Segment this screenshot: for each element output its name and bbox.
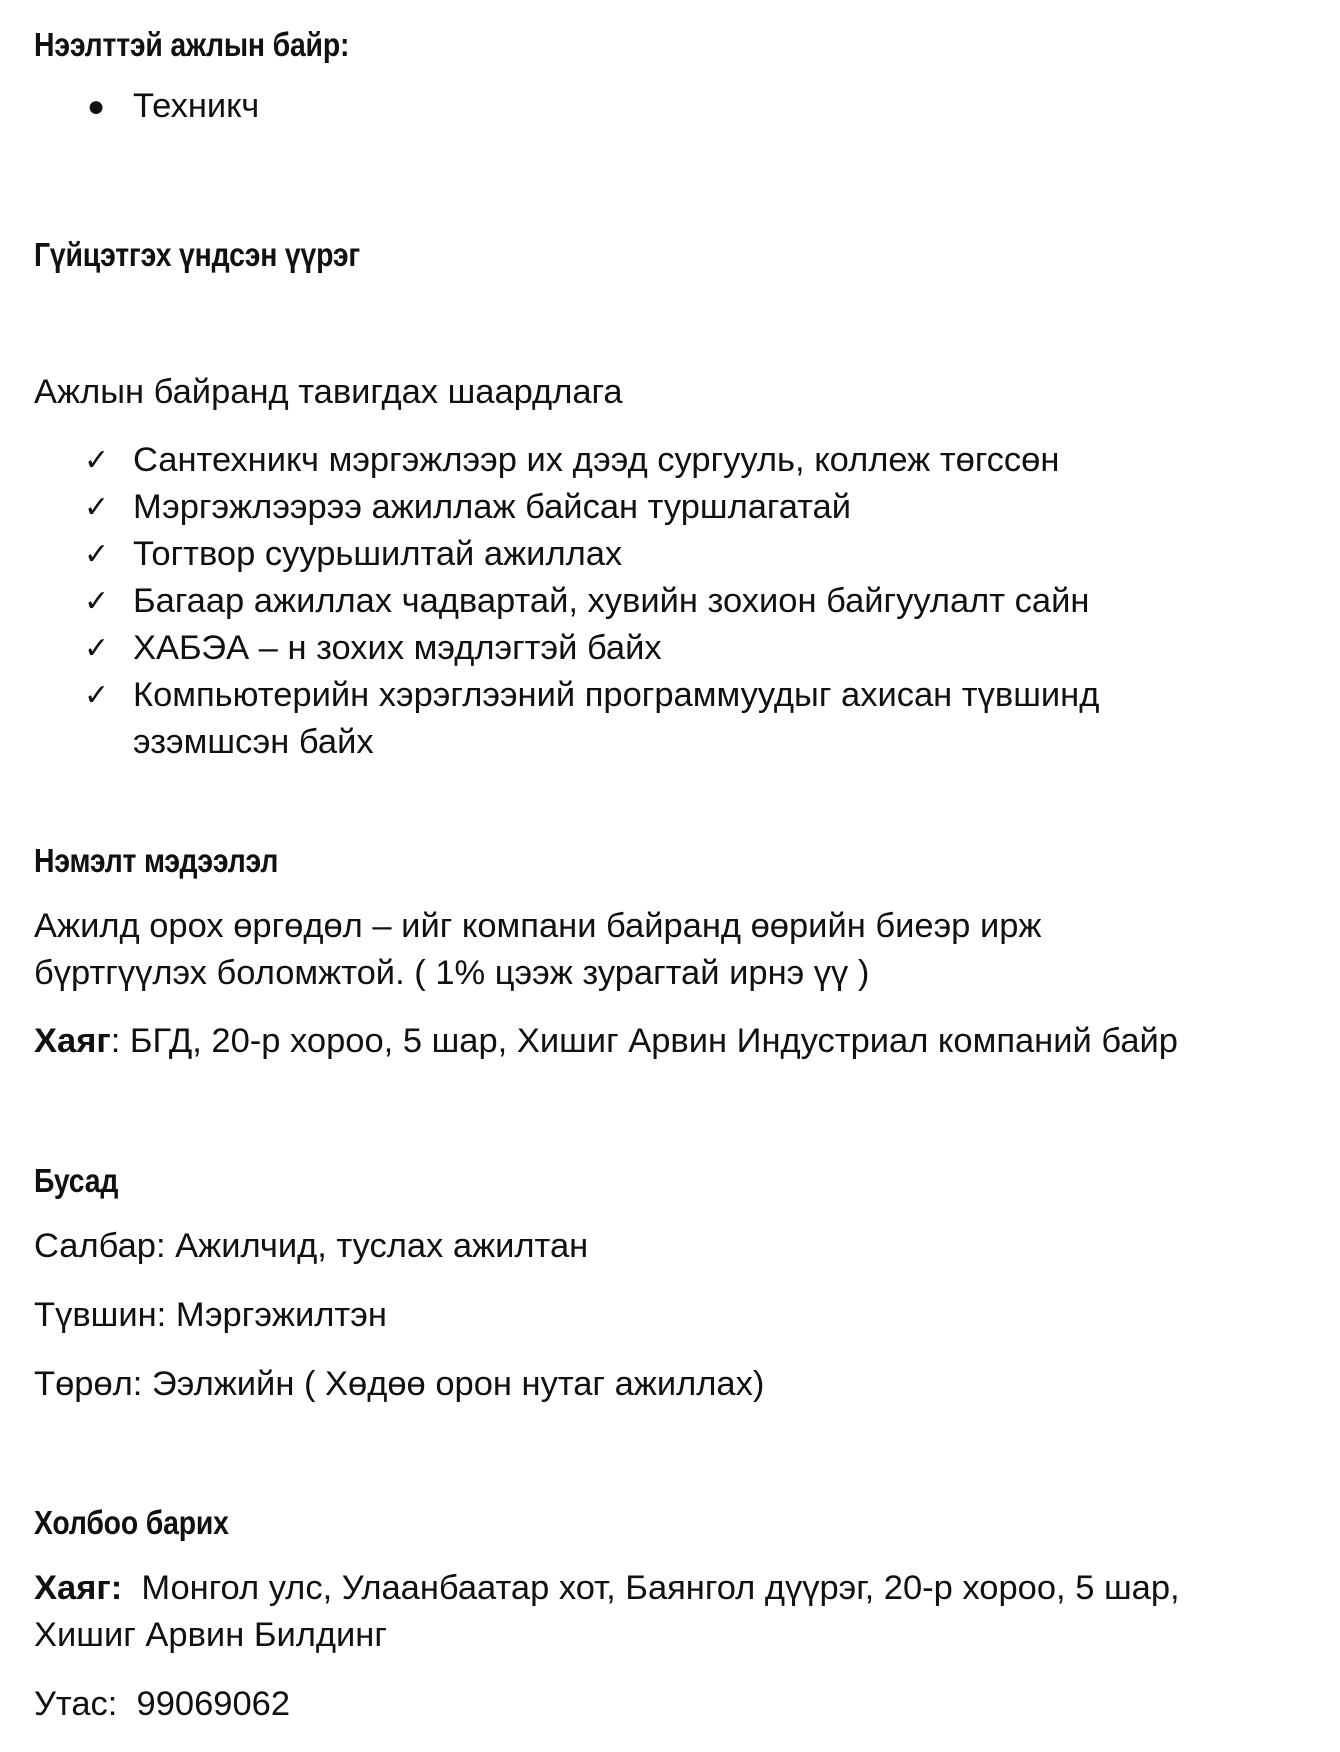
list-item: ✓ Мэргэжлээрээ ажиллаж байсан туршлагатай — [0, 484, 1099, 531]
contact-phone: Утас: 99069062 — [34, 1685, 291, 1723]
list-item: ✓ Тогтвор суурьшилтай ажиллах — [0, 531, 1099, 578]
open-position-list — [0, 83, 259, 130]
check-icon: ✓ — [84, 632, 110, 665]
requirements-heading: Ажлын байранд тавигдах шаардлага — [34, 373, 623, 411]
list-item: ✓ Багаар ажиллах чадвартай, хувийн зохион байгуулалт сайн — [0, 578, 1099, 625]
list-item: ● Техникч — [0, 83, 259, 130]
additional-info-line: Ажилд орох өргөдөл – ийг компани байранд өөрийн биеэр ирж — [34, 907, 1042, 945]
check-icon: ✓ — [84, 538, 110, 571]
address-value: : БГД, 20-р хороо, 5 шар, Хишиг Арвин Индустриал компаний байр — [110, 1022, 1178, 1060]
address-label: Хаяг: — [34, 1569, 123, 1607]
contact-heading: Холбоо барих — [34, 1504, 229, 1541]
check-icon: ✓ — [84, 585, 110, 618]
contact-address-line: Хишиг Арвин Билдинг — [34, 1616, 387, 1654]
level-info: Түвшин: Мэргэжилтэн — [34, 1296, 387, 1334]
type-info: Төрөл: Ээлжийн ( Хөдөө орон нутаг ажиллах) — [34, 1365, 765, 1403]
list-item: ✓ Компьютерийн хэрэглээний программуудыг ахисан түвшинд — [0, 672, 1099, 719]
address-value: Монгол улс, Улаанбаатар хот, Баянгол дүүрэг, 20-р хороо, 5 шар, — [122, 1569, 1180, 1607]
list-item: ✓ Сантехникч мэргэжлээр их дээд сургууль, коллеж төгссөн — [0, 437, 1099, 484]
requirements-list — [0, 437, 1099, 766]
list-item-continuation: эзэмшсэн байх — [133, 723, 374, 761]
duties-heading: Гүйцэтгэх үндсэн үүрэг — [34, 236, 361, 273]
check-icon: ✓ — [84, 491, 110, 524]
contact-address-line — [34, 1565, 1180, 1612]
bullet-icon: ● — [87, 90, 106, 123]
address-label: Хаяг — [34, 1022, 111, 1060]
check-icon: ✓ — [84, 444, 110, 477]
list-item: ✓ ХАБЭА – н зохих мэдлэгтэй байх — [0, 625, 1099, 672]
additional-info-line: бүртгүүлэх боломжтой. ( 1% цээж зурагтай ирнэ үү ) — [34, 954, 870, 992]
company-address — [34, 1018, 1178, 1065]
additional-info-heading: Нэмэлт мэдээлэл — [34, 842, 279, 879]
check-icon: ✓ — [84, 679, 110, 712]
open-position-heading: Нээлттэй ажлын байр: — [34, 26, 350, 63]
branch-info: Салбар: Ажилчид, туслах ажилтан — [34, 1227, 589, 1265]
other-heading: Бусад — [34, 1162, 119, 1199]
